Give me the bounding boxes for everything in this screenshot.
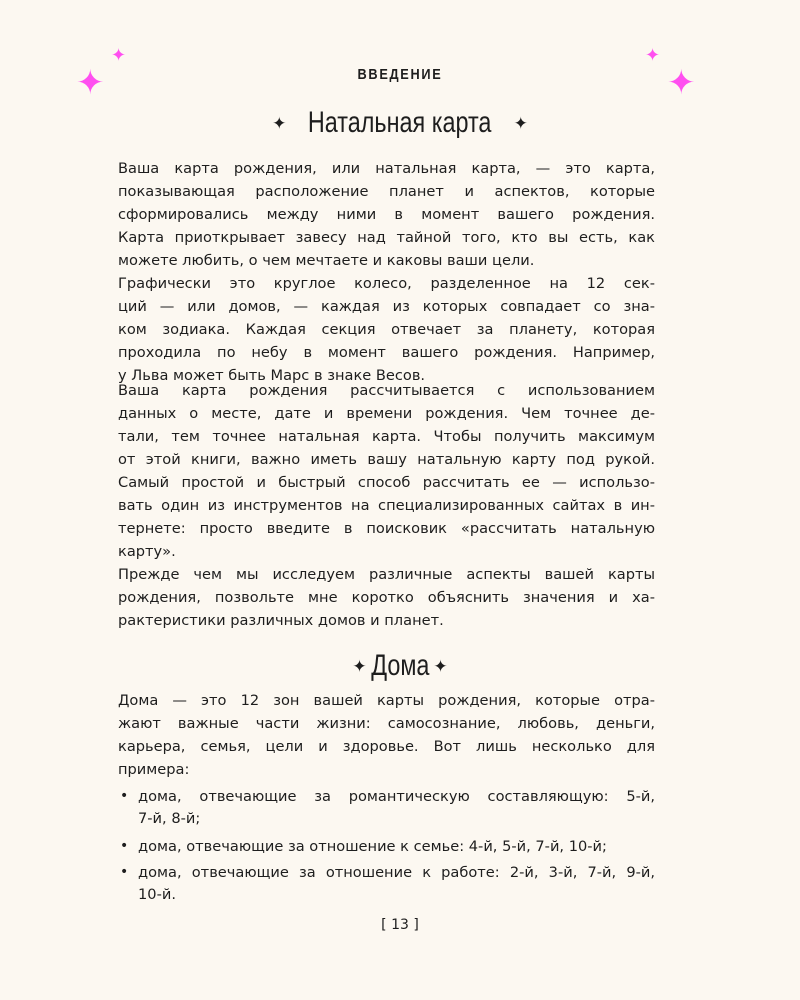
text-line: Графически это круглое колесо, разделенное на 12 сек- — [118, 275, 655, 292]
text-line: ком зодиака. Каждая секция отвечает за планету, которая — [118, 321, 655, 338]
text-line: данных о месте, дате и времени рождения. Чем точнее де- — [118, 405, 655, 422]
text-line: тернете: просто введите в поисковик «рассчитать натальную — [118, 520, 655, 537]
text-line: Самый простой и быстрый способ рассчитать ее — использо- — [118, 474, 655, 491]
text-line: Прежде чем мы исследуем различные аспекты вашей карты — [118, 566, 655, 583]
section-title: Дома — [370, 649, 430, 682]
section-title: Натальная карта — [308, 106, 492, 139]
text-line: Карта приоткрывает завесу над тайной того, кто вы есть, как — [118, 229, 655, 246]
list-item — [118, 786, 655, 829]
diamond-icon: ✦ — [433, 657, 448, 677]
list-item — [118, 862, 655, 905]
sparkle-icon: ✦ — [76, 63, 105, 103]
text-line: рождения, позвольте мне коротко объяснить значения и ха- — [118, 589, 655, 606]
diamond-icon: ✦ — [272, 114, 287, 134]
sparkle-icon: ✦ — [111, 45, 127, 66]
text-line: вать один из инструментов на специализированных сайтах в ин- — [118, 497, 655, 514]
bullet-icon: • — [120, 864, 129, 880]
text-line: тали, тем точнее натальная карта. Чтобы получить максимум — [118, 428, 655, 445]
paragraph — [118, 471, 655, 563]
paragraph — [118, 563, 655, 632]
section-heading — [0, 106, 800, 140]
paragraph — [118, 689, 655, 781]
bullet-icon: • — [120, 838, 129, 854]
text-line: от этой книги, важно иметь вашу натальную карту под рукой. — [118, 451, 655, 468]
text-line: дома, отвечающие за романтическую составляющую: 5-й, — [138, 788, 655, 805]
page-number: [ 13 ] — [381, 917, 419, 933]
section-heading — [0, 649, 800, 683]
bullet-icon: • — [120, 788, 129, 804]
paragraph — [118, 157, 655, 272]
text-line: можете любить, о чем мечтаете и каковы ваши цели. — [118, 252, 535, 269]
text-line: сформировались между ними в момент вашего рождения. — [118, 206, 655, 223]
paragraph — [118, 272, 655, 387]
text-line: показывающая расположение планет и аспектов, которые — [118, 183, 655, 200]
text-line: ций — или домов, — каждая из которых совпадает со зна- — [118, 298, 655, 315]
text-line: дома, отвечающие за отношение к работе: 2-й, 3-й, 7-й, 9-й, — [138, 864, 655, 881]
text-line: рактеристики различных домов и планет. — [118, 612, 444, 629]
chapter-label: ВВЕДЕНИЕ — [357, 66, 443, 83]
text-line: 10-й. — [138, 885, 176, 903]
sparkle-icon: ✦ — [645, 45, 661, 66]
text-line: 7-й, 8-й; — [138, 809, 201, 827]
diamond-icon: ✦ — [352, 657, 367, 677]
text-line: карту». — [118, 543, 176, 560]
sparkle-icon: ✦ — [667, 63, 696, 103]
text-line: примера: — [118, 761, 190, 778]
text-line: Ваша карта рождения, или натальная карта, — это карта, — [118, 160, 655, 177]
paragraph — [118, 379, 655, 471]
text-line: дома, отвечающие за отношение к семье: 4-й, 5-й, 7-й, 10-й; — [138, 838, 607, 855]
diamond-icon: ✦ — [513, 114, 528, 134]
text-line: жают важные части жизни: самосознание, любовь, деньги, — [118, 715, 655, 732]
text-line: проходила по небу в момент вашего рождения. Например, — [118, 344, 655, 361]
text-line: Дома — это 12 зон вашей карты рождения, которые отра- — [118, 692, 655, 709]
list-item — [118, 836, 655, 858]
text-line: Ваша карта рождения рассчитывается с использованием — [118, 382, 655, 399]
text-line: карьера, семья, цели и здоровье. Вот лишь несколько для — [118, 738, 655, 755]
text-line: у Льва может быть Марс в знаке Весов. — [118, 367, 426, 384]
